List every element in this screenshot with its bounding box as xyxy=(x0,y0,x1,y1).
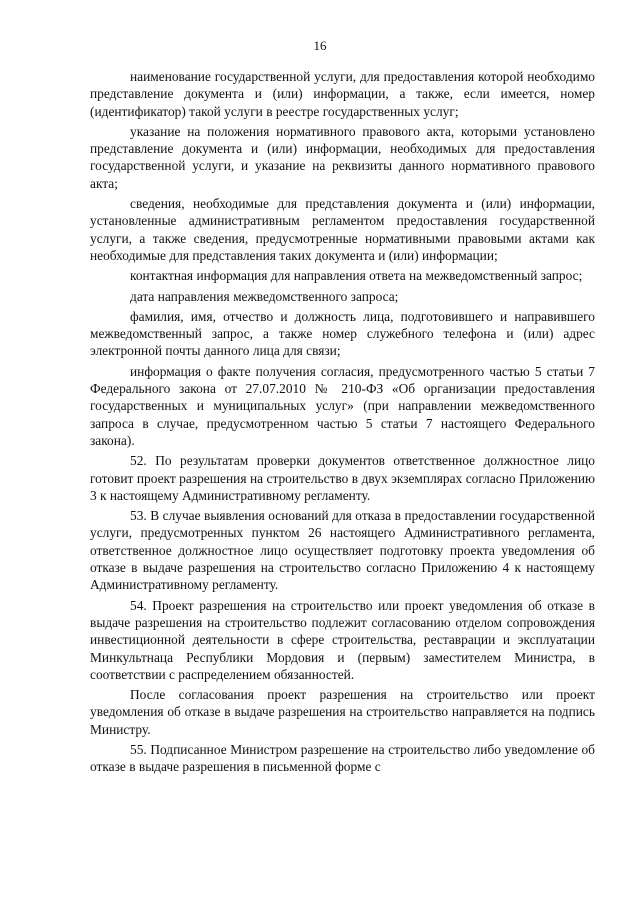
page-number: 16 xyxy=(313,38,327,53)
paragraph-item-55: 55. Подписанное Министром разрешение на строительство либо уведомление об отказе в выдаче разрешения в письменной форме с xyxy=(90,741,595,775)
paragraph-item-52: 52. По результатам проверки документов ответственное должностное лицо готовит проект разрешения на строительство в двух экземплярах согласно Приложению 3 к настоящему Административному регламенту. xyxy=(90,453,595,503)
paragraph-item-54: 54. Проект разрешения на строительство или проект уведомления об отказе в выдаче разрешения на строительство подлежит согласованию отделом сопровождения инвестиционной деятельности в сфере строительства, реставрации и эксплуатации Минкультнаца Республики Мордовия и (первым) заместителем Министра, в соответствии с распределением обязанностей. xyxy=(90,597,595,682)
paragraph-consent-information: информация о факте получения согласия, предусмотренного частью 5 статьи 7 Федерального закона от 27.07.2010 № 210-ФЗ «Об организации предоставления государственных и муниципальных услуг» (при направлении межведомственного запроса в случае, предусмотренном частью 5 статьи 7 настоящего Федерального закона). xyxy=(90,363,595,448)
paragraph-legal-act-reference: указание на положения нормативного правового акта, которыми установлено представление документа и (или) информации, необходимых для предоставления государственной услуги, и указание на реквизиты данного нормативного правового акта; xyxy=(90,123,595,191)
paragraph-approval-signature: После согласования проект разрешения на строительство или проект уведомления об отказе в выдаче разрешения на строительство направляется на подпись Министру. xyxy=(90,687,595,737)
paragraph-required-information: сведения, необходимые для представления документа и (или) информации, установленные административным регламентом предоставления государственной услуги, а также сведения, предусмотренные нормативными правовыми актами как необходимые для представления таких документа и (или) информации; xyxy=(90,196,595,263)
paragraph-request-date: дата направления межведомственного запроса; xyxy=(130,288,399,304)
document-body xyxy=(90,68,595,776)
paragraph-item-53: 53. В случае выявления оснований для отказа в предоставлении государственной услуги, предусмотренных пунктом 26 настоящего Административного регламента, ответственное должностное лицо осуществляет подготовку проекта уведомления об отказе в выдаче разрешения на строительство согласно Приложению 4 к настоящему Административному регламенту. xyxy=(90,508,595,593)
paragraph-contact-information: контактная информация для направления ответа на межведомственный запрос; xyxy=(130,268,583,284)
paragraph-responsible-person: фамилия, имя, отчество и должность лица, подготовившего и направившего межведомственный запрос, а также номер служебного телефона и (или) адрес электронной почты данного лица для связи; xyxy=(90,308,595,359)
paragraph-service-name: наименование государственной услуги, для предоставления которой необходимо представление документа и (или) информации, а также, если имеется, номер (идентификатор) такой услуги в реестре государственных услуг; xyxy=(90,69,595,119)
